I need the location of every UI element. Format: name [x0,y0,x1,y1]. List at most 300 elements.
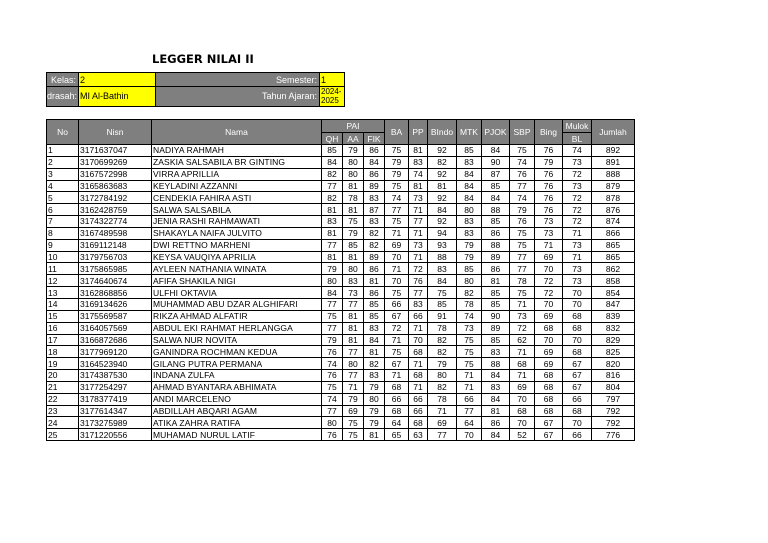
cell-bindo: 92 [428,216,457,228]
cell-pp: 66 [409,310,428,322]
cell-bl: 72 [563,168,592,180]
cell-qh: 81 [322,204,343,216]
cell-pp: 76 [409,275,428,287]
table-row [47,358,635,370]
cell-pp: 83 [409,156,428,168]
cell-jumlah: 797 [592,393,635,405]
header-fik: FIK [364,133,385,145]
cell-bing: 69 [535,346,563,358]
cell-no: 22 [47,393,79,405]
cell-nama: AYLEEN NATHANIA WINATA [152,263,322,275]
cell-pjok: 90 [482,310,510,322]
cell-bing: 76 [535,145,563,157]
cell-nama: AFIFA SHAKILA NIGI [152,275,322,287]
cell-mtk: 79 [457,239,482,251]
cell-aa: 81 [343,310,364,322]
cell-bindo: 78 [428,393,457,405]
cell-nama: ABDUL EKI RAHMAT HERLANGGA [152,322,322,334]
table-row [47,310,635,322]
header-aa: AA [343,133,364,145]
cell-bing: 76 [535,192,563,204]
cell-pp: 66 [409,405,428,417]
header-bindo: BIndo [428,120,457,145]
cell-sbp: 69 [510,381,535,393]
cell-jumlah: 792 [592,417,635,429]
header-sbp: SBP [510,120,535,145]
cell-jumlah: 876 [592,204,635,216]
cell-nisn: 3174322774 [79,216,152,228]
cell-bindo: 84 [428,204,457,216]
cell-fik: 79 [364,381,385,393]
cell-ba: 65 [385,429,409,441]
cell-ba: 71 [385,227,409,239]
cell-no: 10 [47,251,79,263]
cell-sbp: 62 [510,334,535,346]
cell-bindo: 81 [428,180,457,192]
cell-bl: 73 [563,156,592,168]
cell-qh: 79 [322,263,343,275]
cell-fik: 89 [364,180,385,192]
cell-nama: ZASKIA SALSABILA BR GINTING [152,156,322,168]
table-row [47,145,635,157]
cell-aa: 73 [343,287,364,299]
cell-nisn: 3177254297 [79,381,152,393]
cell-aa: 81 [343,180,364,192]
header-pai: PAI [322,120,385,133]
cell-pjok: 84 [482,393,510,405]
cell-aa: 78 [343,192,364,204]
cell-ba: 67 [385,310,409,322]
cell-fik: 86 [364,145,385,157]
cell-bl: 73 [563,263,592,275]
cell-bindo: 77 [428,429,457,441]
cell-nisn: 3178377419 [79,393,152,405]
cell-nama: NADIYA RAHMAH [152,145,322,157]
cell-pjok: 84 [482,370,510,382]
cell-bindo: 85 [428,298,457,310]
cell-bl: 73 [563,275,592,287]
cell-pjok: 89 [482,251,510,263]
cell-sbp: 71 [510,298,535,310]
cell-no: 4 [47,180,79,192]
cell-sbp: 77 [510,180,535,192]
cell-bing: 67 [535,417,563,429]
cell-nama: SALWA NUR NOVITA [152,334,322,346]
cell-no: 9 [47,239,79,251]
cell-no: 16 [47,322,79,334]
cell-nisn: 3167489598 [79,227,152,239]
table-row [47,216,635,228]
cell-no: 25 [47,429,79,441]
cell-pjok: 84 [482,429,510,441]
cell-mtk: 77 [457,405,482,417]
cell-nama: ULFHI OKTAVIA [152,287,322,299]
cell-nama: SALWA SALSABILA [152,204,322,216]
cell-pp: 70 [409,334,428,346]
cell-pp: 77 [409,287,428,299]
cell-bing: 76 [535,168,563,180]
cell-aa: 75 [343,417,364,429]
cell-ba: 75 [385,216,409,228]
cell-sbp: 77 [510,263,535,275]
cell-jumlah: 804 [592,381,635,393]
cell-aa: 69 [343,405,364,417]
cell-pp: 68 [409,417,428,429]
cell-mtk: 78 [457,298,482,310]
cell-nama: MUHAMAD NURUL LATIF [152,429,322,441]
cell-jumlah: 847 [592,298,635,310]
cell-nisn: 3164057569 [79,322,152,334]
cell-bing: 72 [535,287,563,299]
cell-qh: 77 [322,298,343,310]
cell-jumlah: 829 [592,334,635,346]
cell-jumlah: 888 [592,168,635,180]
cell-jumlah: 839 [592,310,635,322]
cell-jumlah: 874 [592,216,635,228]
cell-aa: 80 [343,358,364,370]
cell-nama: ATIKA ZAHRA RATIFA [152,417,322,429]
cell-nisn: 3177969120 [79,346,152,358]
cell-qh: 77 [322,405,343,417]
cell-ba: 75 [385,287,409,299]
cell-aa: 81 [343,334,364,346]
cell-pjok: 86 [482,417,510,429]
cell-no: 14 [47,298,79,310]
cell-aa: 81 [343,251,364,263]
cell-bl: 66 [563,429,592,441]
cell-pjok: 83 [482,381,510,393]
cell-pp: 66 [409,393,428,405]
cell-nama: KEYSA VAUQIYA APRILIA [152,251,322,263]
cell-pjok: 85 [482,287,510,299]
cell-bl: 73 [563,239,592,251]
cell-no: 23 [47,405,79,417]
cell-bindo: 78 [428,322,457,334]
cell-nama: JENIA RASHI RAHMAWATI [152,216,322,228]
cell-aa: 80 [343,156,364,168]
cell-mtk: 79 [457,251,482,263]
cell-qh: 84 [322,287,343,299]
cell-ba: 79 [385,168,409,180]
table-row [47,393,635,405]
cell-qh: 75 [322,381,343,393]
cell-bindo: 84 [428,275,457,287]
cell-no: 21 [47,381,79,393]
cell-bindo: 69 [428,417,457,429]
cell-pjok: 84 [482,145,510,157]
cell-aa: 80 [343,263,364,275]
cell-bing: 67 [535,429,563,441]
cell-pp: 74 [409,168,428,180]
cell-pp: 71 [409,204,428,216]
table-row [47,417,635,429]
cell-sbp: 76 [510,168,535,180]
cell-bing: 68 [535,393,563,405]
cell-ba: 77 [385,204,409,216]
cell-bindo: 83 [428,263,457,275]
cell-nisn: 3162868856 [79,287,152,299]
cell-jumlah: 832 [592,322,635,334]
cell-bl: 70 [563,334,592,346]
cell-jumlah: 862 [592,263,635,275]
cell-bl: 67 [563,370,592,382]
cell-bing: 71 [535,239,563,251]
cell-fik: 79 [364,417,385,429]
cell-mtk: 71 [457,370,482,382]
cell-pjok: 81 [482,405,510,417]
header-mulok: Mulok [563,120,592,133]
table-row [47,346,635,358]
cell-ba: 68 [385,381,409,393]
cell-sbp: 76 [510,216,535,228]
cell-sbp: 75 [510,145,535,157]
cell-jumlah: 825 [592,346,635,358]
cell-fik: 83 [364,192,385,204]
cell-bing: 70 [535,334,563,346]
cell-pp: 71 [409,251,428,263]
cell-bl: 72 [563,192,592,204]
cell-fik: 82 [364,358,385,370]
cell-jumlah: 865 [592,251,635,263]
cell-bindo: 82 [428,381,457,393]
cell-ba: 74 [385,192,409,204]
cell-fik: 80 [364,393,385,405]
cell-ba: 69 [385,239,409,251]
document-title: LEGGER NILAI II [152,52,254,66]
cell-bindo: 94 [428,227,457,239]
table-row [47,334,635,346]
cell-mtk: 71 [457,381,482,393]
header-nama: Nama [152,120,322,145]
cell-bing: 68 [535,381,563,393]
cell-sbp: 78 [510,275,535,287]
cell-no: 13 [47,287,79,299]
cell-qh: 77 [322,322,343,334]
cell-qh: 85 [322,145,343,157]
table-row [47,239,635,251]
cell-fik: 89 [364,251,385,263]
kelas-value[interactable]: 2 [78,72,156,87]
cell-qh: 81 [322,251,343,263]
cell-no: 17 [47,334,79,346]
cell-pjok: 85 [482,180,510,192]
cell-no: 15 [47,310,79,322]
cell-nama: CENDEKIA FAHIRA ASTI [152,192,322,204]
cell-no: 12 [47,275,79,287]
cell-fik: 84 [364,334,385,346]
header-bing: Bing [535,120,563,145]
cell-fik: 83 [364,322,385,334]
table-row [47,275,635,287]
table-row [47,429,635,441]
cell-aa: 71 [343,381,364,393]
cell-bl: 72 [563,216,592,228]
cell-pp: 73 [409,192,428,204]
cell-qh: 82 [322,192,343,204]
header-no: No [47,120,79,145]
cell-qh: 76 [322,370,343,382]
cell-nama: SHAKAYLA NAIFA JULVITO [152,227,322,239]
cell-sbp: 68 [510,405,535,417]
cell-bing: 68 [535,322,563,334]
cell-jumlah: 878 [592,192,635,204]
cell-aa: 83 [343,275,364,287]
cell-sbp: 68 [510,358,535,370]
table-row [47,381,635,393]
cell-sbp: 74 [510,192,535,204]
table-row [47,263,635,275]
madrasah-value[interactable]: MI Al-Bathin [78,86,156,107]
cell-nisn: 3174640674 [79,275,152,287]
cell-pjok: 84 [482,192,510,204]
cell-bindo: 93 [428,239,457,251]
table-row [47,251,635,263]
cell-ba: 70 [385,275,409,287]
cell-aa: 75 [343,216,364,228]
cell-bing: 73 [535,227,563,239]
cell-aa: 80 [343,168,364,180]
tahun-ajaran-label: Tahun Ajaran: [155,86,320,107]
cell-aa: 75 [343,429,364,441]
cell-ba: 72 [385,322,409,334]
cell-aa: 81 [343,322,364,334]
cell-ba: 75 [385,180,409,192]
cell-jumlah: 776 [592,429,635,441]
cell-mtk: 83 [457,216,482,228]
cell-pp: 72 [409,263,428,275]
cell-jumlah: 858 [592,275,635,287]
cell-sbp: 75 [510,239,535,251]
cell-jumlah: 866 [592,227,635,239]
cell-ba: 79 [385,156,409,168]
cell-no: 11 [47,263,79,275]
cell-bing: 76 [535,180,563,192]
cell-pjok: 88 [482,358,510,370]
grades-table-body [47,145,635,441]
cell-nisn: 3172784192 [79,192,152,204]
cell-bindo: 92 [428,145,457,157]
cell-bindo: 71 [428,405,457,417]
cell-bindo: 82 [428,346,457,358]
cell-mtk: 85 [457,263,482,275]
cell-ba: 71 [385,370,409,382]
cell-aa: 81 [343,204,364,216]
cell-pp: 71 [409,358,428,370]
cell-nama: GANINDRA ROCHMAN KEDUA [152,346,322,358]
cell-bing: 76 [535,204,563,216]
cell-fik: 85 [364,298,385,310]
table-row [47,227,635,239]
cell-pp: 63 [409,429,428,441]
semester-value[interactable]: 1 [319,72,345,87]
cell-no: 1 [47,145,79,157]
cell-aa: 79 [343,145,364,157]
cell-qh: 75 [322,310,343,322]
cell-pjok: 83 [482,346,510,358]
cell-jumlah: 820 [592,358,635,370]
cell-fik: 83 [364,370,385,382]
cell-qh: 80 [322,275,343,287]
header-mtk: MTK [457,120,482,145]
cell-bl: 67 [563,381,592,393]
cell-nisn: 3169134626 [79,298,152,310]
cell-aa: 77 [343,346,364,358]
cell-bl: 71 [563,251,592,263]
cell-nisn: 3169112148 [79,239,152,251]
cell-pp: 77 [409,216,428,228]
cell-bindo: 79 [428,358,457,370]
cell-sbp: 52 [510,429,535,441]
cell-pp: 71 [409,227,428,239]
cell-sbp: 70 [510,417,535,429]
grades-table [46,119,635,441]
cell-fik: 81 [364,275,385,287]
cell-fik: 83 [364,216,385,228]
cell-nisn: 3167572998 [79,168,152,180]
cell-ba: 66 [385,298,409,310]
cell-sbp: 70 [510,393,535,405]
cell-fik: 82 [364,227,385,239]
cell-nisn: 3166872686 [79,334,152,346]
cell-mtk: 83 [457,156,482,168]
cell-jumlah: 879 [592,180,635,192]
table-row [47,204,635,216]
cell-bindo: 82 [428,156,457,168]
cell-sbp: 79 [510,204,535,216]
cell-mtk: 64 [457,417,482,429]
cell-mtk: 82 [457,287,482,299]
cell-nama: INDANA ZULFA [152,370,322,382]
cell-ba: 68 [385,405,409,417]
cell-qh: 77 [322,180,343,192]
cell-bl: 70 [563,298,592,310]
cell-bindo: 91 [428,310,457,322]
cell-bing: 73 [535,216,563,228]
cell-pp: 68 [409,370,428,382]
cell-aa: 77 [343,298,364,310]
cell-qh: 77 [322,239,343,251]
cell-mtk: 84 [457,192,482,204]
cell-ba: 71 [385,263,409,275]
cell-qh: 81 [322,227,343,239]
cell-aa: 79 [343,227,364,239]
cell-bindo: 75 [428,287,457,299]
cell-bl: 70 [563,287,592,299]
cell-qh: 84 [322,156,343,168]
kelas-label: Kelas: [46,72,79,87]
table-row [47,405,635,417]
cell-bl: 71 [563,227,592,239]
table-row [47,322,635,334]
cell-fik: 82 [364,239,385,251]
cell-pjok: 86 [482,227,510,239]
cell-nama: AHMAD BYANTARA ABHIMATA [152,381,322,393]
cell-ba: 75 [385,145,409,157]
cell-no: 5 [47,192,79,204]
cell-pjok: 85 [482,298,510,310]
cell-fik: 84 [364,156,385,168]
cell-bl: 70 [563,417,592,429]
cell-no: 2 [47,156,79,168]
cell-bindo: 80 [428,370,457,382]
cell-nama: VIRRA APRILLIA [152,168,322,180]
tahun-ajaran-value[interactable]: 2024-2025 [319,86,345,107]
cell-pp: 73 [409,239,428,251]
cell-bing: 68 [535,405,563,417]
cell-bing: 69 [535,358,563,370]
cell-pp: 81 [409,145,428,157]
cell-bing: 69 [535,251,563,263]
